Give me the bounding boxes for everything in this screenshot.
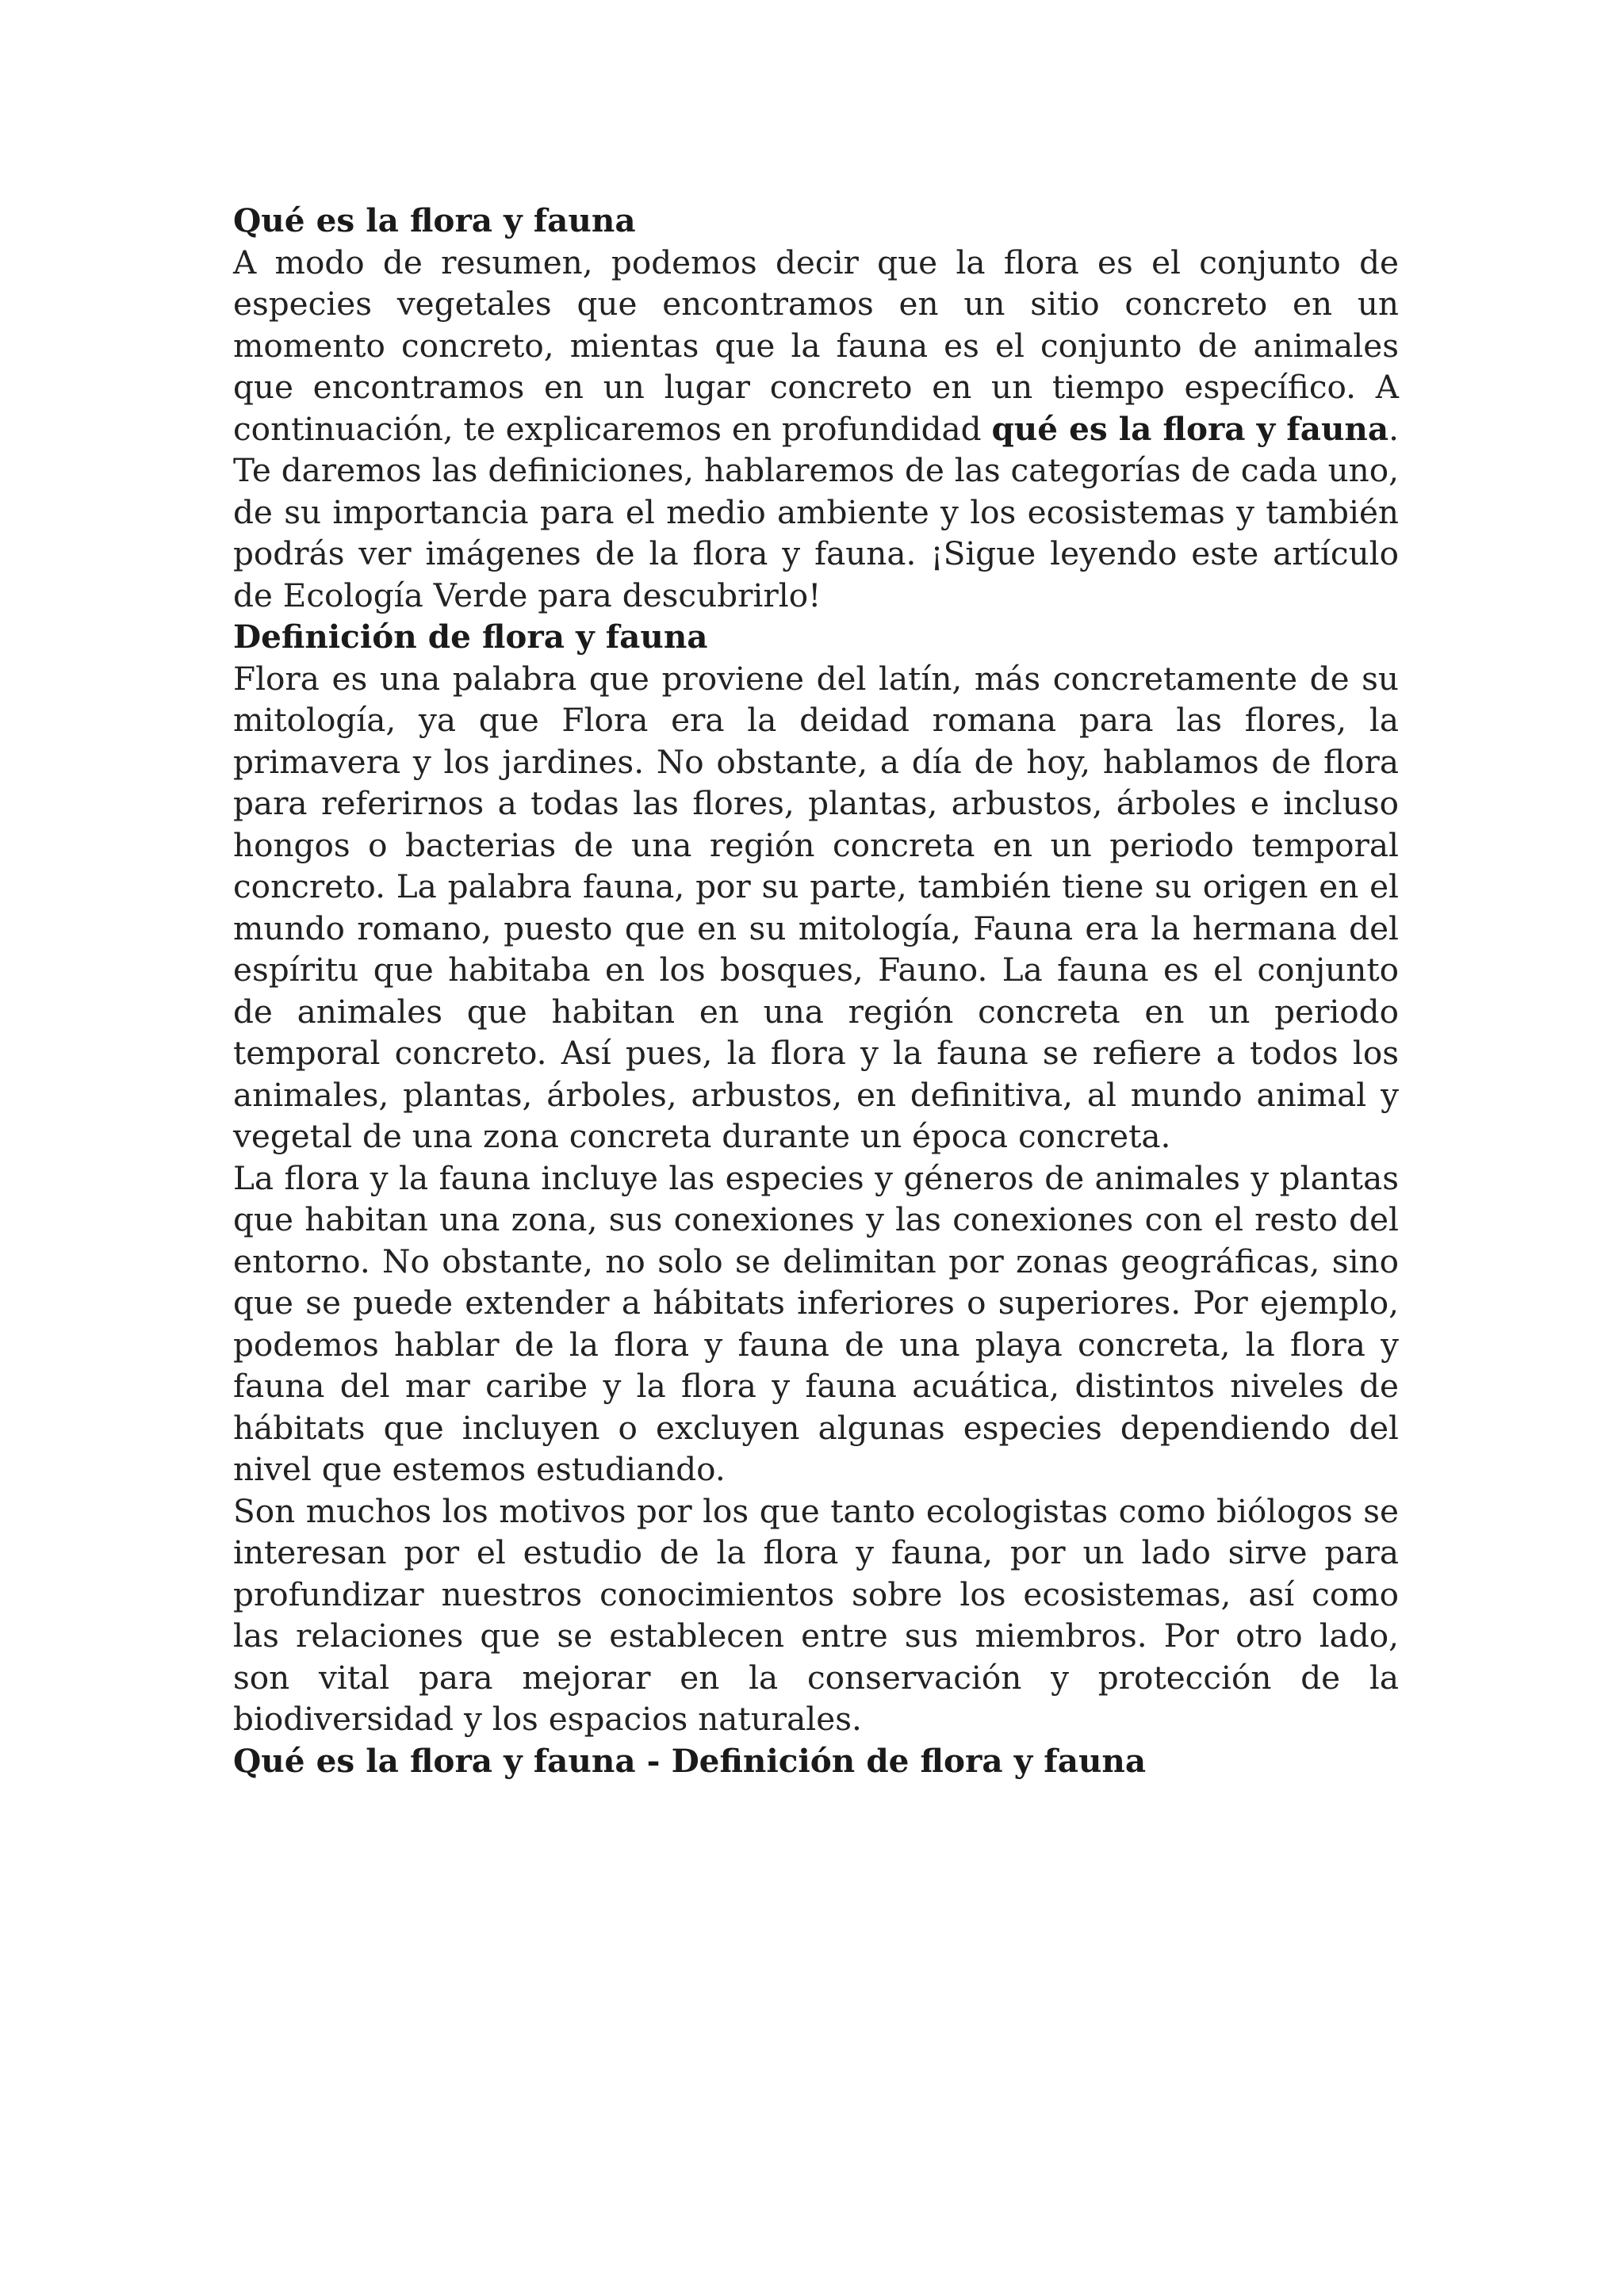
- document-page: [233, 200, 1399, 1781]
- section-heading-definicion: Definición de flora y fauna: [233, 618, 708, 656]
- intro-bold-phrase: qué es la flora y fauna: [991, 409, 1389, 448]
- section-heading-que-es: Qué es la flora y fauna: [233, 201, 636, 239]
- intro-text-part1: A modo de resumen, podemos decir que la flora es el conjunto de especies vegetales que encontramos en un sitio concreto en un momento concreto, mientas que la fauna es el conjunto de animales que encontramos en un lugar concreto en un tiempo específico. A continuación, te explicaremos en profundidad: [233, 243, 1399, 448]
- image-caption-heading: Qué es la flora y fauna - Definición de flora y fauna: [233, 1741, 1147, 1780]
- habitat-paragraph: La flora y la fauna incluye las especies y géneros de animales y plantas que habitan una zona, sus conexiones y las conexiones con el resto del entorno. No obstante, no solo se delimitan por zonas geográficas, sino que se puede extender a hábitats inferiores o superiores. Por ejemplo, podemos hablar de la flora y fauna de una playa concreta, la flora y fauna del mar caribe y la flora y fauna acuática, distintos niveles de hábitats que incluyen o excluyen algunas especies dependiendo del nivel que estemos estudiando.: [233, 1158, 1399, 1488]
- intro-paragraph: [233, 242, 1399, 617]
- definition-paragraph: Flora es una palabra que proviene del latín, más concretamente de su mitología, ya que Flora era la deidad romana para las flores, la primavera y los jardines. No obstante, a día de hoy, hablamos de flora para referirnos a todas las flores, plantas, arbustos, árboles e incluso hongos o bacterias de una región concreta en un periodo temporal concreto. La palabra fauna, por su parte, también tiene su origen en el mundo romano, puesto que en su mitología, Fauna era la hermana del espíritu que habitaba en los bosques, Fauno. La fauna es el conjunto de animales que habitan en una región concreta en un periodo temporal concreto. Así pues, la flora y la fauna se refiere a todos los animales, plantas, árboles, arbustos, en definitiva, al mundo animal y vegetal de una zona concreta durante un época concreta.: [233, 659, 1399, 1155]
- intro-text-part2: . Te daremos las definiciones, hablaremos de las categorías de cada uno, de su importancia para el medio ambiente y los ecosistemas y también podrás ver imágenes de la flora y fauna. ¡Sigue leyendo este artículo de Ecología Verde para descubrirlo!: [233, 409, 1399, 614]
- motivos-paragraph: Son muchos los motivos por los que tanto ecologistas como biólogos se interesan por el estudio de la flora y fauna, por un lado sirve para profundizar nuestros conocimientos sobre los ecosistemas, así como las relaciones que se establecen entre sus miembros. Por otro lado, son vital para mejorar en la conservación y protección de la biodiversidad y los espacios naturales.: [233, 1491, 1399, 1738]
